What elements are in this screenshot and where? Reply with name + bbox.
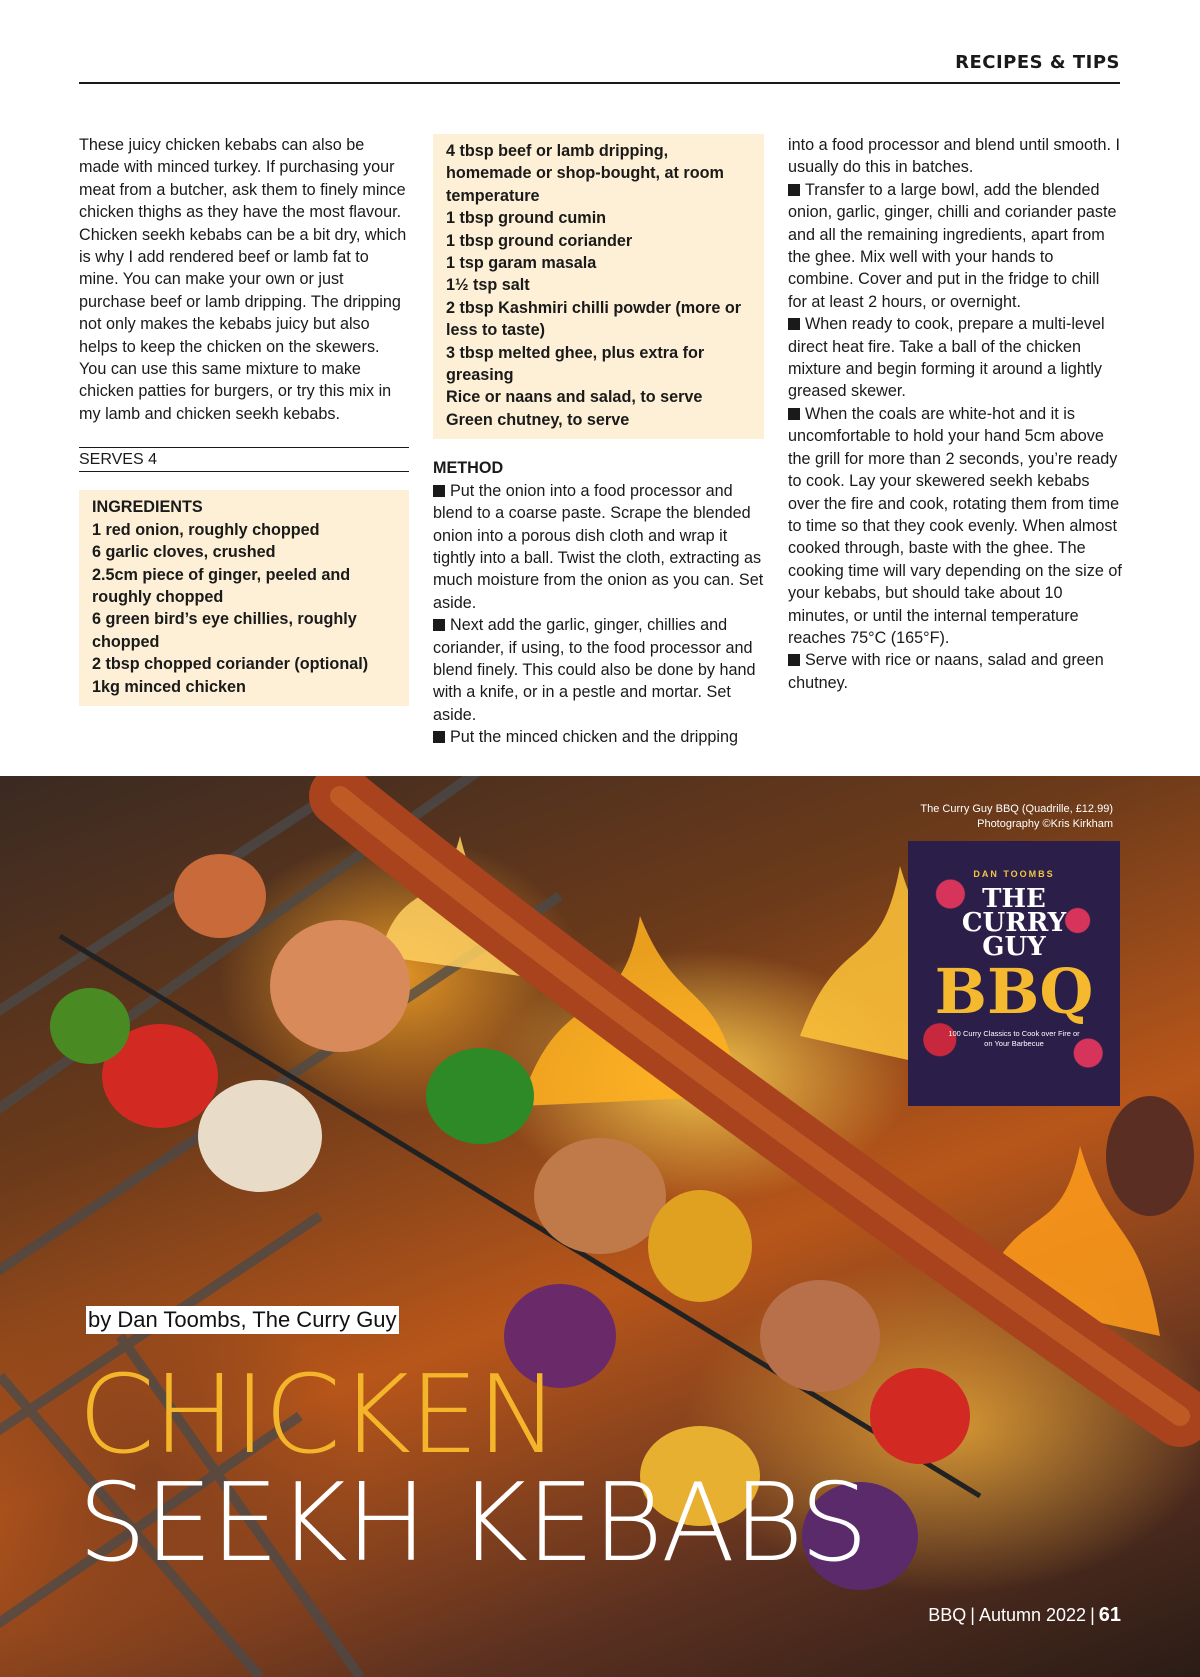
ingredient-item: 1 tsp garam masala: [446, 254, 597, 273]
method-step-text: Next add the garlic, ginger, chillies and coriander, if using, to the food processor and blend finely. This could also be done by hand with a knife, or in a pestle and mortar. Set aside.: [433, 616, 756, 724]
ingredient-item: 2 tbsp Kashmiri chilli powder (more or less to taste): [446, 298, 742, 340]
magazine-name: BBQ: [928, 1605, 967, 1625]
method-step: [433, 726, 764, 748]
method-step-text: When the coals are white-hot and it is uncomfortable to hold your hand 5cm above the grill for more than 2 seconds, you’re ready to cook. Lay your skewered seekh kebabs over the fire and cook, rotating them from time to time so that they cook evenly. When almost cooked through, baste with the ghee. The cooking time will vary depending on the size of your kebabs, but should take about 10 minutes, or until the internal temperature reaches 75°C (165°F).: [788, 404, 1122, 647]
kebab-photo: [0, 776, 1200, 1677]
square-bullet-icon: [788, 318, 800, 330]
serves-line: SERVES 4: [79, 447, 409, 472]
method-step: [788, 313, 1122, 403]
method-steps-continued: [788, 134, 1122, 694]
ingredients-box-part-1: [79, 490, 409, 706]
method-step-text: Serve with rice or naans, salad and green chutney.: [788, 651, 1104, 692]
ingredient-item: 1 red onion, roughly chopped: [92, 520, 320, 539]
ingredient-item: 6 garlic cloves, crushed: [92, 543, 276, 562]
book-bbq-title: BBQ: [934, 955, 1094, 1028]
ingredient-item: 6 green bird’s eye chillies, roughly chopped: [92, 610, 357, 651]
footer-separator: |: [970, 1605, 975, 1625]
method-step: [788, 649, 1122, 694]
ingredient-item: 3 tbsp melted ghee, plus extra for greasing: [446, 343, 705, 385]
book-credit-line: The Curry Guy BBQ (Quadrille, £12.99): [920, 803, 1113, 815]
column-1: [79, 134, 409, 706]
column-2: [433, 134, 764, 749]
method-step-text: Transfer to a large bowl, add the blended onion, garlic, ginger, chilli and coriander paste and all the remaining ingredients, apart from the ghee. Mix well with your hands to combine. Cover and put in the fridge to chill for at least 2 hours, or overnight.: [788, 180, 1117, 311]
square-bullet-icon: [433, 731, 445, 743]
ingredient-item: Green chutney, to serve: [446, 410, 630, 429]
ingredient-item: 2.5cm piece of ginger, peeled and roughly chopped: [92, 565, 351, 606]
recipe-title-line-1: CHICKEN: [78, 1353, 558, 1478]
method-title: METHOD: [433, 459, 504, 478]
ingredient-item: 4 tbsp beef or lamb dripping, homemade or shop-bought, at room temperature: [446, 142, 724, 205]
method-step-continuation: [788, 134, 1122, 179]
ingredient-item: 2 tbsp chopped coriander (optional): [92, 655, 369, 674]
book-cover: [908, 841, 1120, 1106]
ingredient-item: 1 tbsp ground cumin: [446, 209, 607, 228]
section-header: [79, 52, 1120, 84]
ingredient-item: 1½ tsp salt: [446, 276, 530, 295]
ingredients-box-part-2: [433, 134, 764, 439]
book-credit: [873, 802, 1113, 832]
ingredients-list: [92, 519, 399, 698]
intro-paragraph: These juicy chicken kebabs can also be made with minced turkey. If purchasing your meat from a butcher, ask them to finely mince chicken thighs as they have the most flavour. Chicken seekh kebabs can be a bit dry, which is why I add rendered beef or lamb fat to mine. You can make your own or just purchase beef or lamb dripping. The dripping not only makes the kebabs juicy but also helps to keep the chicken on the skewers. You can use this same mixture to make chicken patties for burgers, or try this mix in my lamb and chicken seekh kebabs.: [79, 136, 407, 423]
method-step: [433, 480, 764, 614]
book-title: THE CURRY GUY: [961, 884, 1067, 962]
method-step: [788, 179, 1122, 313]
method-step-text: When ready to cook, prepare a multi-level direct heat fire. Take a ball of the chicken mixture and begin forming it around a lightly greased skewer.: [788, 315, 1105, 401]
byline: by Dan Toombs, The Curry Guy: [88, 1307, 397, 1332]
method-step-text: Put the minced chicken and the dripping: [450, 728, 738, 747]
square-bullet-icon: [788, 408, 800, 420]
method-step-text: into a food processor and blend until smooth. I usually do this in batches.: [788, 136, 1121, 177]
ingredients-title: INGREDIENTS: [92, 498, 203, 517]
method-step: [788, 403, 1122, 649]
ingredients-list-continued: [446, 140, 754, 431]
photo-credit-line: Photography ©Kris Kirkham: [977, 818, 1113, 830]
book-tagline: 100 Curry Classics to Cook over Fire or on Your Barbecue: [948, 1029, 1080, 1048]
section-title: RECIPES & TIPS: [955, 52, 1120, 73]
square-bullet-icon: [433, 485, 445, 497]
square-bullet-icon: [433, 619, 445, 631]
recipe-title-line-2: SEEKH KEBABS: [78, 1461, 867, 1586]
footer-separator: |: [1090, 1605, 1095, 1625]
book-author: DAN TOOMBS: [973, 869, 1055, 879]
method-step: [433, 614, 764, 726]
method-steps: [433, 480, 764, 749]
square-bullet-icon: [788, 654, 800, 666]
intro-text: [79, 134, 409, 425]
issue-name: Autumn 2022: [978, 1605, 1087, 1625]
page-number: 61: [1098, 1604, 1121, 1626]
ingredient-item: 1kg minced chicken: [92, 677, 246, 696]
method-step-text: Put the onion into a food processor and blend to a coarse paste. Scrape the blended onion into a porous dish cloth and wrap it tightly into a ball. Twist the cloth, extracting as much moisture from the onion as you can. Set aside.: [433, 481, 764, 612]
column-3: [788, 134, 1122, 694]
page-footer: [928, 1604, 1121, 1627]
ingredient-item: Rice or naans and salad, to serve: [446, 388, 703, 407]
square-bullet-icon: [788, 184, 800, 196]
ingredient-item: 1 tbsp ground coriander: [446, 231, 633, 250]
